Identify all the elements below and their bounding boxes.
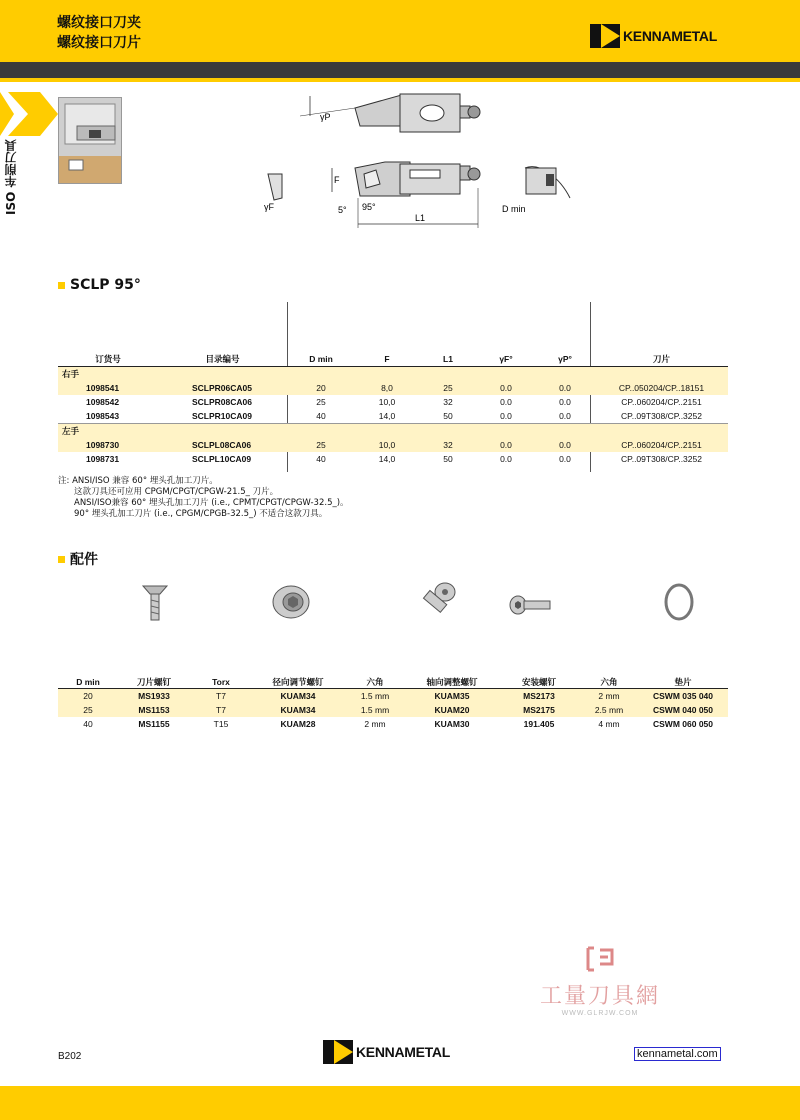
- watermark: [535, 944, 665, 1017]
- label-gamma-p: γP: [320, 112, 331, 122]
- table-row: 40 MS1155 T15 KUAM28 2 mm KUAM30 191.405 4 mm CSWM 060 050: [83, 719, 713, 729]
- col-dmin: D min: [58, 675, 118, 689]
- table-header-row: [58, 352, 728, 367]
- top-view-holder: [355, 94, 480, 132]
- table-row: 20 MS1933 T7 KUAM34 1.5 mm KUAM35 MS2173 2 mm CSWM 035 040: [58, 689, 728, 704]
- insert-side-view: [268, 174, 282, 200]
- watermark-url: WWW.GLRJW.COM: [561, 1010, 639, 1017]
- col-gamma-f: γF°: [477, 352, 535, 367]
- col-mounting-screw: 安装螺钉: [498, 675, 580, 689]
- table-row: 25 MS1153 T7 KUAM34 1.5 mm KUAM20 MS2175 2.5 mm CSWM 040 050: [58, 703, 728, 717]
- col-order-no: 订货号: [58, 352, 158, 367]
- header-title-holder: 螺纹接口刀夹: [57, 15, 141, 31]
- col-torx: Torx: [190, 675, 252, 689]
- yellow-square-icon: [58, 282, 65, 289]
- kennametal-link[interactable]: kennametal.com: [634, 1047, 721, 1061]
- shim-icon: [662, 582, 696, 622]
- application-thumbnail: [58, 97, 122, 184]
- kennametal-k-icon: [323, 1040, 353, 1064]
- note-line: 90° 埋头孔加工刀片 (i.e., CPGM/CPGB-32.5_) 不适合这款刀具。: [74, 509, 328, 519]
- side-category-label: ISO 车削刀具: [4, 139, 18, 215]
- yellow-square-icon: [58, 556, 65, 563]
- thumbnail-drawing: [59, 98, 121, 183]
- col-shim: 垫片: [638, 675, 728, 689]
- header-title-insert: 螺纹接口刀片: [57, 35, 141, 51]
- label-l1: L1: [415, 213, 426, 223]
- group-left-hand: 左手: [58, 424, 728, 439]
- col-radial-screw: 径向调节螺钉: [252, 675, 344, 689]
- section-title-sclp: SCLP 95°: [58, 277, 141, 293]
- table-row: 1098542 SCLPR08CA06 25 10,0 32 0.0 0.0 CP..060204/CP..2151: [86, 397, 702, 407]
- page-number: B202: [58, 1051, 82, 1062]
- header-dark-band: [0, 62, 800, 78]
- accessories-table: [58, 675, 728, 731]
- brand-name: KENNAMETAL: [623, 28, 717, 44]
- watermark-logo-icon: [580, 944, 620, 974]
- table-row: 1098543 SCLPR10CA09 40 14,0 50 0.0 0.0 CP..09T308/CP..3252: [86, 411, 702, 421]
- tool-dimension-drawing: [260, 88, 590, 238]
- col-insert: 刀片: [595, 352, 728, 367]
- note-line: 这款刀具还可应用 CPGM/CPGT/CPGW-21.5_ 刀片。: [74, 487, 279, 497]
- col-hex-2: 六角: [580, 675, 638, 689]
- note-line: 注: ANSI/ISO 兼容 60° 埋头孔加工刀片。: [58, 476, 218, 486]
- col-f: F: [355, 352, 419, 367]
- label-gamma-f: γF: [264, 202, 274, 212]
- col-catalog-no: 目录编号: [158, 352, 287, 367]
- table-row: 1098541 SCLPR06CA05 20 8,0 25 0.0 0.0 CP..050204/CP..18151: [58, 381, 728, 395]
- col-hex: 六角: [344, 675, 406, 689]
- notes-block: [58, 476, 349, 520]
- kennametal-logo: [590, 24, 717, 48]
- label-f: F: [334, 175, 340, 185]
- footer-kennametal-logo: [323, 1040, 450, 1064]
- watermark-text: 工量刀具網: [539, 984, 660, 1009]
- table-row: 1098730 SCLPL08CA06 25 10,0 32 0.0 0.0 CP..060204/CP..2151: [58, 438, 728, 452]
- footer-yellow-band: [0, 1086, 800, 1120]
- sclp-table: [58, 352, 728, 466]
- col-gamma-p: γP°: [535, 352, 595, 367]
- label-dmin: D min: [502, 204, 526, 214]
- insert-screw-icon: [140, 580, 170, 624]
- kennametal-k-icon: [590, 24, 620, 48]
- table-header-row: [58, 675, 728, 689]
- col-dmin: D min: [287, 352, 355, 367]
- mounting-screw-icon: [508, 592, 554, 618]
- col-l1: L1: [419, 352, 477, 367]
- table-row: 1098731 SCLPL10CA09 40 14,0 50 0.0 0.0 CP..09T308/CP..3252: [86, 454, 702, 464]
- group-right-hand: 右手: [58, 367, 728, 382]
- label-angle-5: 5°: [338, 205, 347, 215]
- header-yellow-stripe: [0, 78, 800, 82]
- axial-adjust-screw-icon: [415, 580, 459, 624]
- col-axial-screw: 轴向调整螺钉: [406, 675, 498, 689]
- label-angle-95: 95°: [362, 202, 376, 212]
- note-line: ANSI/ISO兼容 60° 埋头孔加工刀片 (i.e., CPMT/CPGT/CPGW-32.5_)。: [74, 498, 349, 508]
- front-view-holder: [355, 162, 480, 196]
- radial-adjust-screw-icon: [268, 582, 314, 622]
- col-insert-screw: 刀片螺钉: [118, 675, 190, 689]
- footer-brand-name: KENNAMETAL: [356, 1044, 450, 1060]
- section-title-accessories: 配件: [58, 549, 98, 569]
